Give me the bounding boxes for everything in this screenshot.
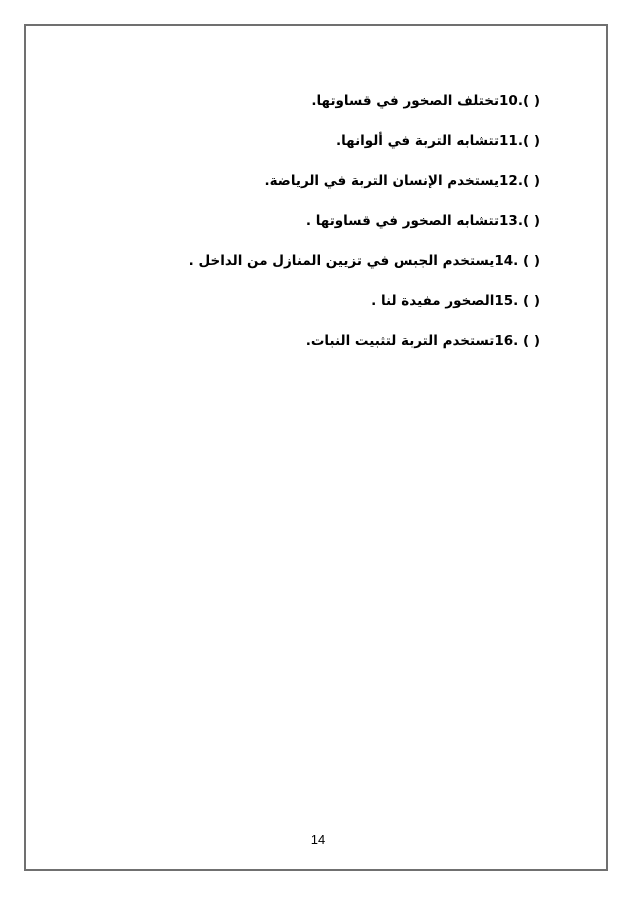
question-12: ( ).12يستخدم الإنسان التربة في الرياضة. (264, 173, 540, 189)
question-10: ( ).10تختلف الصخور في قساوتها. (311, 93, 540, 109)
page-number: 14 (310, 832, 326, 847)
question-11: ( ).11تتشابه التربة في ألوانها. (335, 133, 540, 149)
question-list (189, 90, 540, 370)
question-14: ( ) .14يستخدم الجبس في تزيين المنازل من الداخل . (188, 253, 540, 269)
question-13: ( ).13تتشابه الصخور في قساوتها . (305, 213, 540, 229)
question-15: ( ) .15الصخور مفيدة لنا . (371, 293, 540, 309)
question-16: ( ) .16تستخدم التربة لتثبيت النبات. (305, 333, 540, 349)
